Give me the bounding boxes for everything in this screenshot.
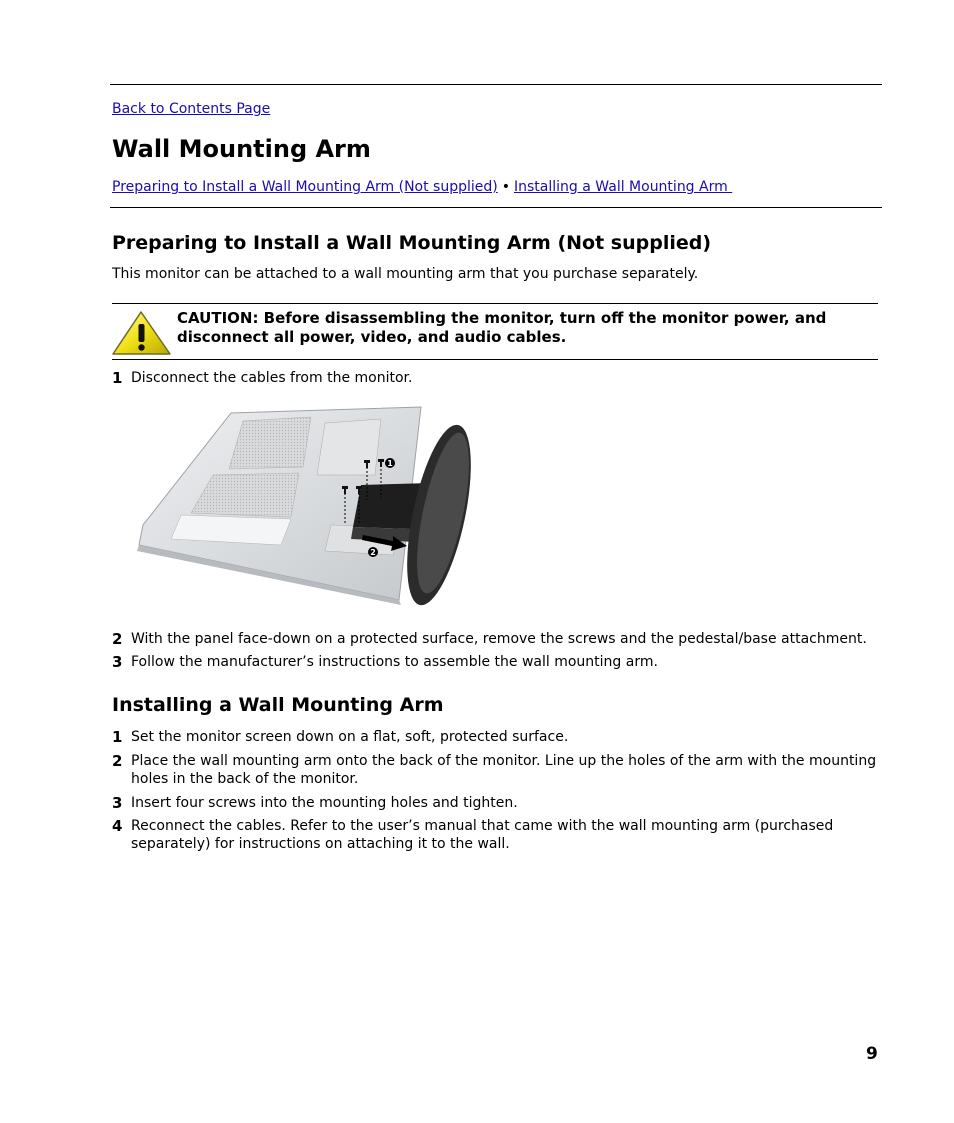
top-rule — [110, 84, 882, 85]
installing-section-link[interactable]: Installing a Wall Mounting Arm — [514, 179, 733, 195]
prep-step-1 — [112, 369, 878, 387]
step-number: 2 — [112, 752, 123, 770]
monitor-pedestal-removal-illustration — [131, 405, 471, 610]
install-step-4 — [112, 817, 878, 853]
intro-paragraph: This monitor can be attached to a wall mounting arm that you purchase separately. — [112, 266, 699, 282]
step-number: 2 — [112, 630, 123, 648]
nav-separator: • — [501, 179, 511, 195]
step-text: Place the wall mounting arm onto the back of the monitor. Line up the holes of the arm with the mounting holes in the back of the monitor. — [131, 753, 877, 787]
section-nav — [112, 179, 732, 195]
step-number: 1 — [112, 369, 123, 387]
callout-1-label: 1 — [387, 459, 393, 468]
step-number: 1 — [112, 728, 123, 746]
step-number: 3 — [112, 653, 123, 671]
page-number: 9 — [866, 1044, 878, 1064]
step-text: Follow the manufacturer’s instructions to assemble the wall mounting arm. — [131, 654, 658, 670]
section-heading-preparing: Preparing to Install a Wall Mounting Arm (Not supplied) — [112, 232, 712, 254]
caution-box — [112, 303, 878, 360]
step-text: Set the monitor screen down on a flat, soft, protected surface. — [131, 729, 569, 745]
preparing-section-link[interactable]: Preparing to Install a Wall Mounting Arm (Not supplied) — [112, 179, 498, 195]
warning-icon — [112, 310, 174, 356]
step-text: Reconnect the cables. Refer to the user’s manual that came with the wall mounting arm (purchased separately) for instructions on attaching it to the wall. — [131, 818, 834, 852]
step-text: Disconnect the cables from the monitor. — [131, 370, 413, 386]
back-to-contents-link[interactable]: Back to Contents Page — [112, 101, 271, 117]
prep-step-2 — [112, 630, 878, 648]
callout-2-label: 2 — [370, 548, 376, 557]
install-step-1 — [112, 728, 878, 746]
step-number: 4 — [112, 817, 123, 835]
prep-step-3 — [112, 653, 878, 671]
step-number: 3 — [112, 794, 123, 812]
header-rule — [110, 207, 882, 208]
install-step-3 — [112, 794, 878, 812]
step-text: Insert four screws into the mounting holes and tighten. — [131, 795, 518, 811]
install-step-2 — [112, 752, 878, 788]
caution-text: CAUTION: Before disassembling the monitor, turn off the monitor power, and disconnect all power, video, and audio cables. — [177, 309, 827, 346]
section-heading-installing: Installing a Wall Mounting Arm — [112, 694, 444, 716]
page-title: Wall Mounting Arm — [112, 135, 371, 163]
step-text: With the panel face-down on a protected surface, remove the screws and the pedestal/base attachment. — [131, 631, 867, 647]
